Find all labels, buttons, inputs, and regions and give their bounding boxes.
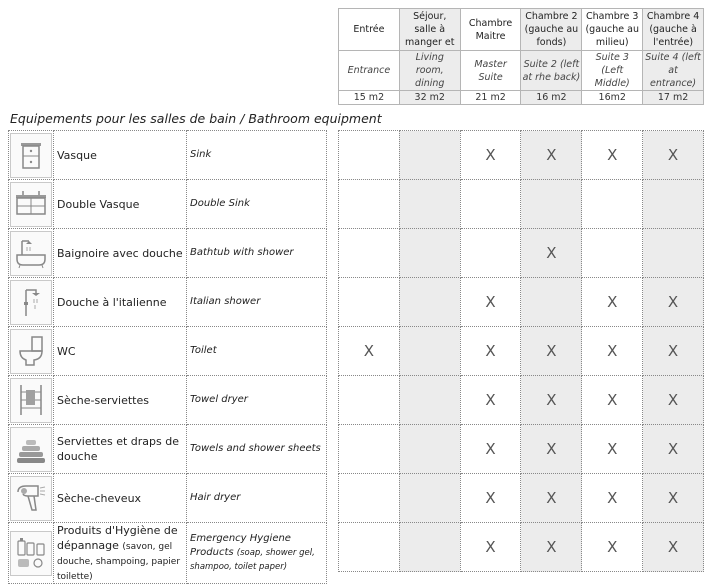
grid-cell: X [460, 425, 521, 474]
grid-cell [399, 131, 460, 180]
room-area: 21 m2 [460, 91, 521, 105]
grid-cell [399, 278, 460, 327]
grid-cell [339, 278, 400, 327]
equipment-name-en: Italian shower [187, 278, 327, 327]
grid-cell [399, 523, 460, 572]
room-name-en: Suite 4 (left at entrance) [643, 51, 704, 91]
grid-row [339, 180, 704, 229]
grid-row [339, 229, 704, 278]
grid-row [339, 425, 704, 474]
towels-icon [10, 427, 52, 472]
room-name-fr-row [339, 9, 704, 51]
grid-cell [339, 523, 400, 572]
equipment-name-en: Towel dryer [187, 376, 327, 425]
grid-cell: X [643, 376, 704, 425]
double-sink-icon [10, 182, 52, 227]
grid-cell: X [460, 376, 521, 425]
grid-cell [339, 474, 400, 523]
equipment-row [9, 180, 327, 229]
grid-row [339, 327, 704, 376]
room-name-en-row [339, 51, 704, 91]
grid-row [339, 131, 704, 180]
grid-cell: X [643, 425, 704, 474]
equipment-name-fr: Baignoire avec douche [54, 229, 187, 278]
room-name-en: Living room, dining [399, 51, 460, 91]
grid-cell: X [582, 425, 643, 474]
room-area: 17 m2 [643, 91, 704, 105]
equipment-table [8, 130, 327, 584]
grid-cell [399, 474, 460, 523]
room-area: 15 m2 [339, 91, 400, 105]
grid-cell [399, 425, 460, 474]
towel-dryer-icon [10, 378, 52, 423]
equipment-row [9, 327, 327, 376]
toilet-icon [10, 329, 52, 374]
italian-shower-icon [10, 280, 52, 325]
room-name-fr: Chambre 3 (gauche au milieu) [582, 9, 643, 51]
equipment-name-fr: Sèche-cheveux [54, 474, 187, 523]
equipment-name-fr: Double Vasque [54, 180, 187, 229]
grid-cell [460, 180, 521, 229]
room-area: 16 m2 [521, 91, 582, 105]
grid-cell [460, 229, 521, 278]
equipment-name-en [187, 523, 327, 584]
equipment-name-fr: Sèche-serviettes [54, 376, 187, 425]
room-name-en: Entrance [339, 51, 400, 91]
room-name-fr: Chambre Maitre [460, 9, 521, 51]
grid-cell [521, 180, 582, 229]
room-name-fr: Chambre 4 (gauche à l'entrée) [643, 9, 704, 51]
equipment-name-fr: Serviettes et draps de douche [54, 425, 187, 474]
grid-cell [399, 327, 460, 376]
room-name-en: Suite 2 (left at rhe back) [521, 51, 582, 91]
room-name-fr: Séjour, salle à manger et [399, 9, 460, 51]
hygiene-products-icon [10, 531, 52, 576]
equipment-name-en: Hair dryer [187, 474, 327, 523]
equipment-name-fr [54, 523, 187, 584]
equipment-name-fr-main: Produits d'Hygiène de dépannage [57, 524, 178, 552]
room-name-en: Suite 3 (Left Middle) [582, 51, 643, 91]
equipment-name-en-detail: (soap, shower gel, shampoo, toilet paper) [190, 548, 315, 572]
grid-cell: X [582, 327, 643, 376]
grid-cell [521, 278, 582, 327]
grid-cell: X [521, 131, 582, 180]
grid-cell: X [460, 131, 521, 180]
sink-icon [10, 133, 52, 178]
equipment-row [9, 131, 327, 180]
equipment-row [9, 425, 327, 474]
grid-row [339, 474, 704, 523]
grid-cell [339, 180, 400, 229]
grid-cell [582, 229, 643, 278]
grid-row [339, 376, 704, 425]
grid-cell: X [339, 327, 400, 376]
bathtub-shower-icon [10, 231, 52, 276]
equipment-name-fr: Douche à l'italienne [54, 278, 187, 327]
grid-cell: X [521, 327, 582, 376]
equipment-row [9, 523, 327, 584]
grid-cell: X [643, 327, 704, 376]
grid-cell: X [643, 131, 704, 180]
equipment-name-fr: WC [54, 327, 187, 376]
equipment-name-en-main: Emergency Hygiene Products [190, 533, 291, 558]
grid-cell: X [521, 425, 582, 474]
hair-dryer-icon [10, 476, 52, 521]
room-area: 32 m2 [399, 91, 460, 105]
grid-cell: X [582, 278, 643, 327]
room-name-en: Master Suite [460, 51, 521, 91]
grid-cell [339, 425, 400, 474]
grid-cell [399, 376, 460, 425]
section-title: Equipements pour les salles de bain / Bathroom equipment [10, 111, 382, 126]
grid-cell [399, 180, 460, 229]
grid-cell [399, 229, 460, 278]
equipment-name-en: Towels and shower sheets [187, 425, 327, 474]
equipment-name-en: Sink [187, 131, 327, 180]
grid-cell [339, 131, 400, 180]
grid-cell [339, 376, 400, 425]
availability-grid [338, 130, 704, 572]
grid-cell: X [460, 327, 521, 376]
grid-cell [643, 180, 704, 229]
room-name-fr: Entrée [339, 9, 400, 51]
grid-cell: X [643, 278, 704, 327]
room-header-table [338, 8, 704, 105]
grid-cell: X [643, 474, 704, 523]
room-name-fr: Chambre 2 (gauche au fonds) [521, 9, 582, 51]
grid-cell: X [521, 229, 582, 278]
room-area: 16m2 [582, 91, 643, 105]
grid-cell [582, 180, 643, 229]
grid-cell: X [582, 474, 643, 523]
grid-cell [339, 229, 400, 278]
grid-cell: X [643, 523, 704, 572]
grid-cell: X [582, 523, 643, 572]
grid-cell: X [460, 474, 521, 523]
equipment-name-en: Double Sink [187, 180, 327, 229]
grid-cell: X [460, 278, 521, 327]
equipment-row [9, 474, 327, 523]
grid-cell: X [582, 376, 643, 425]
equipment-name-fr: Vasque [54, 131, 187, 180]
grid-cell: X [521, 474, 582, 523]
grid-cell: X [460, 523, 521, 572]
equipment-row [9, 229, 327, 278]
grid-cell: X [521, 376, 582, 425]
equipment-row [9, 278, 327, 327]
grid-cell: X [582, 131, 643, 180]
grid-row [339, 278, 704, 327]
equipment-row [9, 376, 327, 425]
room-area-row [339, 91, 704, 105]
grid-row [339, 523, 704, 572]
grid-cell [643, 229, 704, 278]
equipment-name-fr-detail: (savon, gel douche, shampoing, papier toilette) [57, 542, 181, 582]
equipment-name-en: Bathtub with shower [187, 229, 327, 278]
equipment-name-en: Toilet [187, 327, 327, 376]
grid-cell: X [521, 523, 582, 572]
